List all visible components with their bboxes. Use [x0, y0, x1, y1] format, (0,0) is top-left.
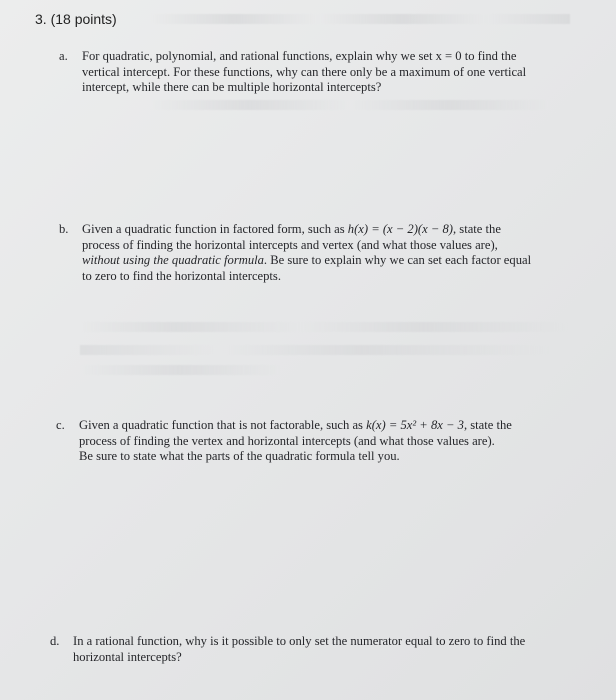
part-c-line-1: Given a quadratic function that is not factorable, such as k(x) = 5x² + 8x − 3, state the	[79, 418, 512, 432]
part-c-line-2: process of finding the vertex and horizontal intercepts (and what those values are).	[79, 433, 495, 448]
question-part-c	[56, 418, 579, 465]
question-part-a	[59, 49, 582, 96]
bleed-through-1	[150, 14, 570, 24]
question-part-d	[50, 634, 603, 665]
part-a-line-1: For quadratic, polynomial, and rational functions, explain why we set x = 0 to find the	[82, 49, 517, 63]
part-a-line-3: intercept, while there can be multiple horizontal intercepts?	[82, 80, 382, 94]
part-a-text	[82, 49, 582, 96]
part-b-line-1: Given a quadratic function in factored form, such as h(x) = (x − 2)(x − 8), state the	[82, 222, 501, 236]
question-number-heading: 3. (18 points)	[35, 11, 117, 27]
part-d-text	[73, 634, 603, 665]
part-b-text	[82, 222, 582, 284]
part-c-text	[79, 418, 579, 465]
bleed-through-3	[80, 322, 570, 332]
part-b-label: b.	[59, 222, 69, 236]
question-part-b	[59, 222, 582, 284]
part-a-label: a.	[59, 49, 68, 63]
part-b-line-3: without using the quadratic formula. Be sure to explain why we can set each factor equal	[82, 253, 532, 267]
part-d-line-1: In a rational function, why is it possible to only set the numerator equal to zero to find the	[73, 634, 526, 648]
part-a-line-2: vertical intercept. For these functions, why can there only be a maximum of one vertical	[82, 64, 527, 79]
function-k-formula: k(x) = 5x² + 8x − 3	[366, 418, 464, 432]
part-b-line-2: process of finding the horizontal intercepts and vertex (and what those values are),	[82, 237, 498, 252]
part-b-line-4: to zero to find the horizontal intercepts.	[82, 268, 281, 283]
part-c-label: c.	[56, 418, 65, 432]
part-c-line-3: Be sure to state what the parts of the quadratic formula tell you.	[79, 449, 400, 463]
emphasis-no-quadratic-formula: without using the quadratic formula	[82, 253, 264, 267]
bleed-through-2	[150, 100, 550, 110]
part-d-label: d.	[50, 634, 60, 648]
function-h-formula: h(x) = (x − 2)(x − 8)	[347, 222, 453, 236]
bleed-through-5	[80, 365, 280, 375]
part-d-line-2: horizontal intercepts?	[73, 649, 182, 664]
bleed-through-4	[80, 345, 550, 355]
